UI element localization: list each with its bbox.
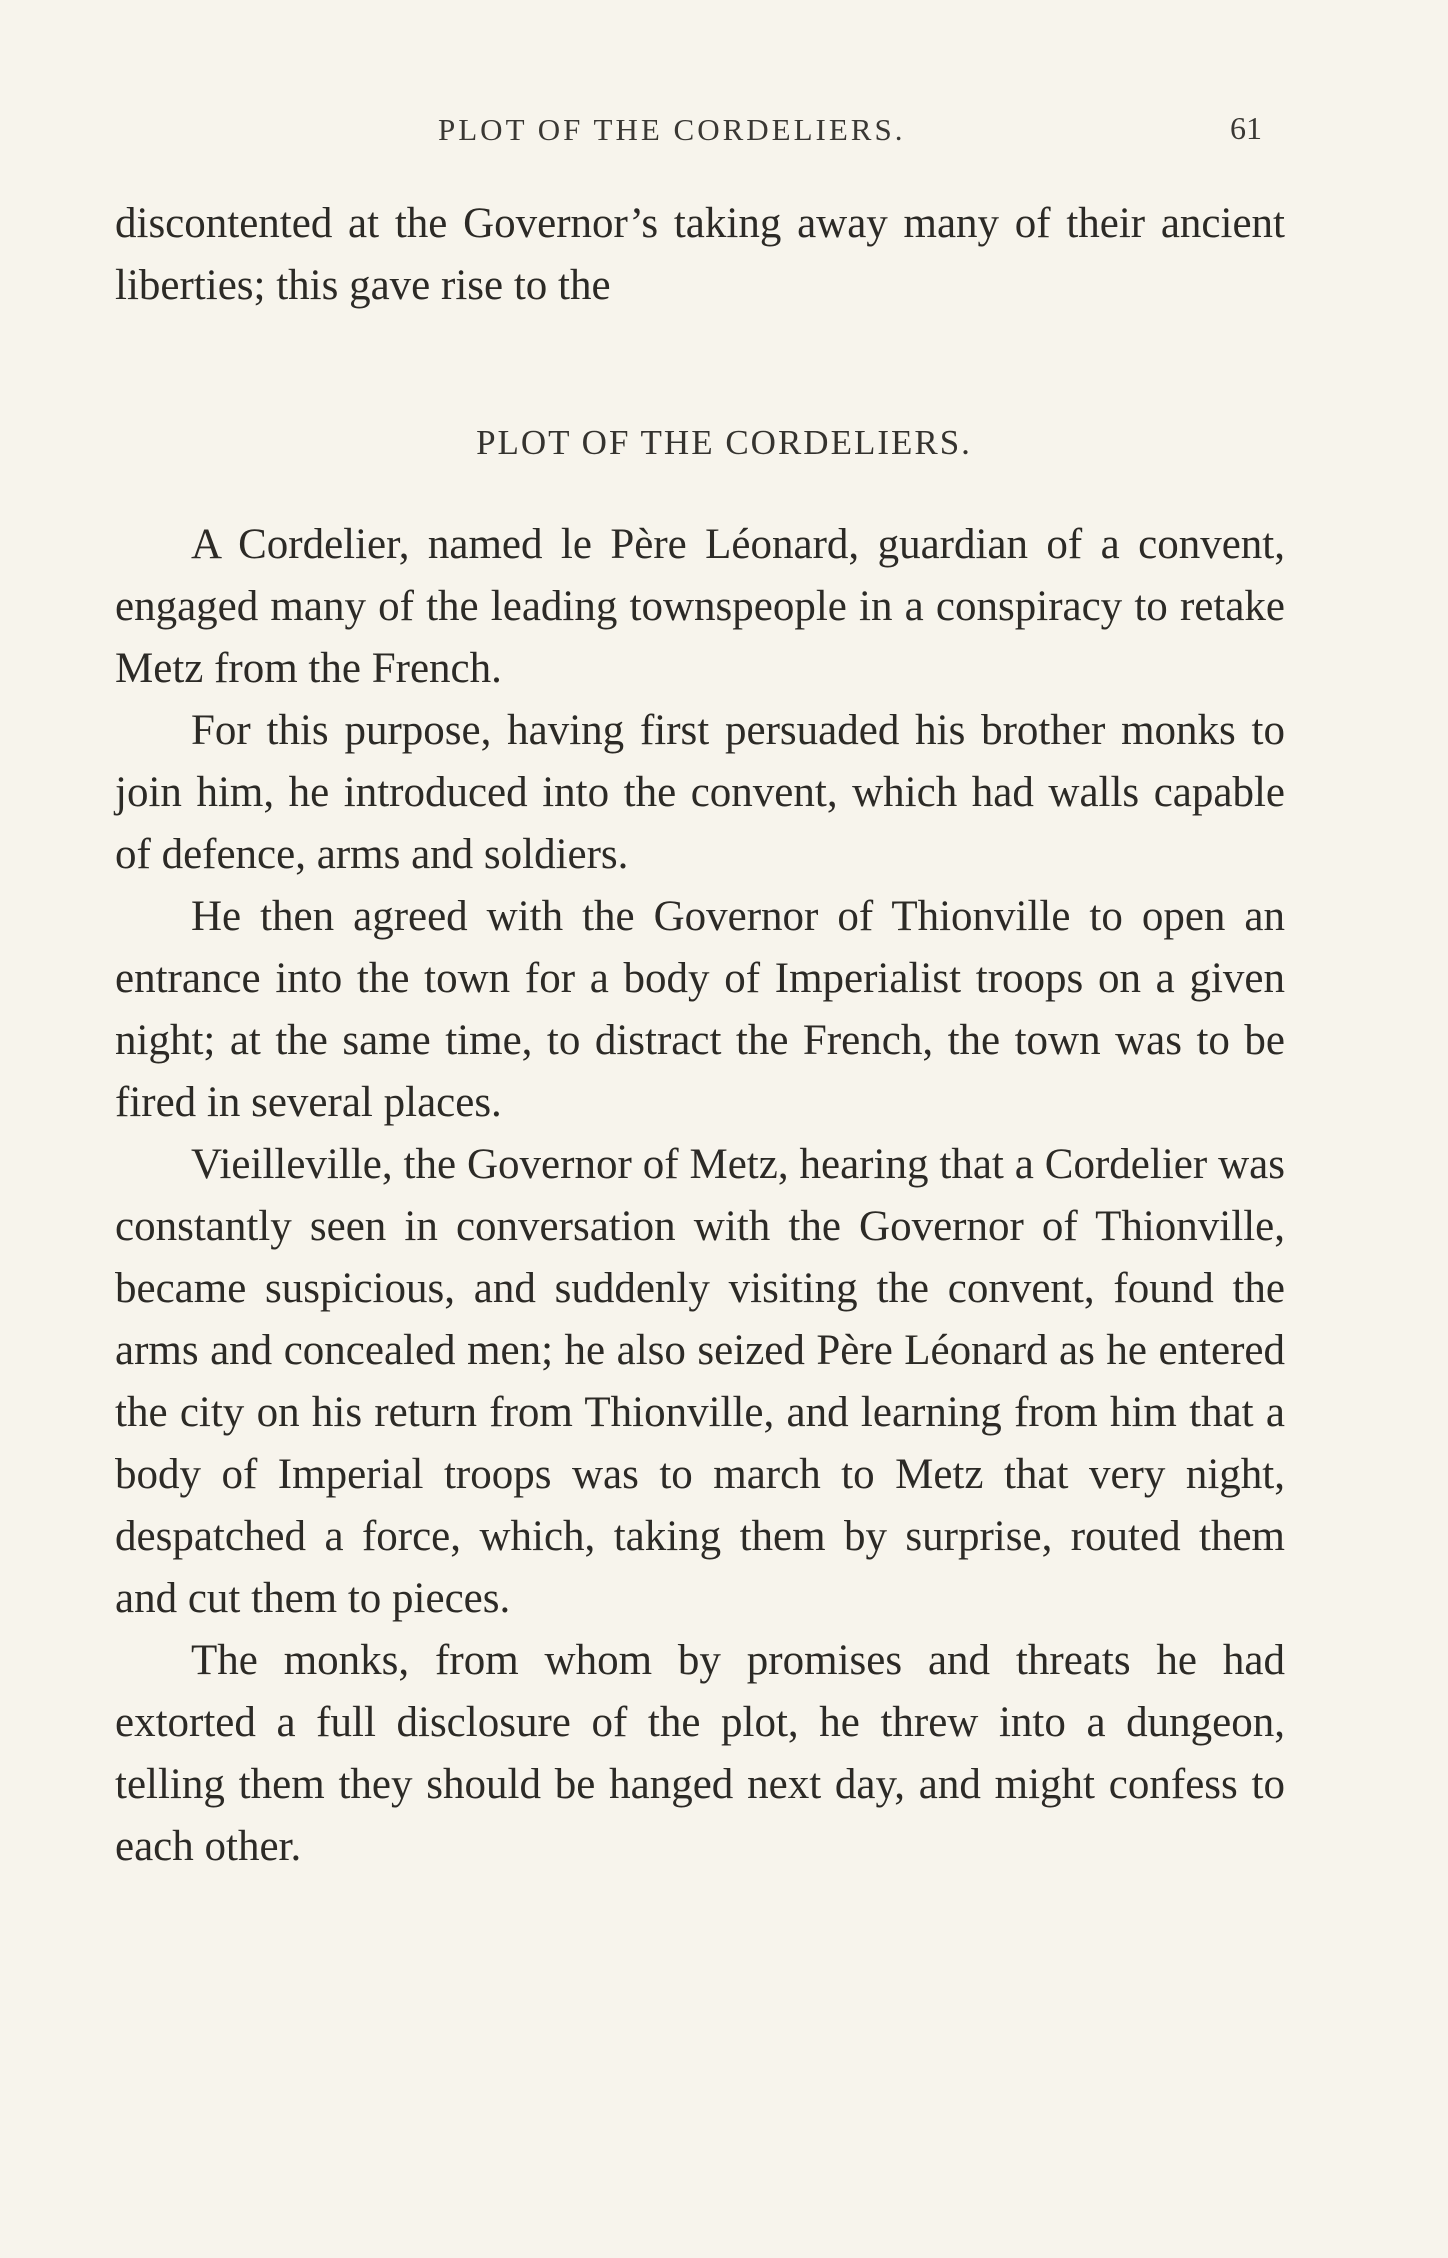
paragraph: A Cordelier, named le Père Léonard, guardian of a convent, engaged many of the leading townspeople in a conspiracy to retake Metz from the French. [115, 521, 1285, 692]
section-heading: PLOT OF THE CORDELIERS. [476, 423, 972, 462]
body-text [115, 514, 1285, 1878]
paragraph: Vieilleville, the Governor of Metz, hearing that a Cordelier was constantly seen in conversation with the Governor of Thionville, became suspicious, and suddenly visiting the convent, found the arms and concealed men; he also seized Père Léonard as he entered the city on his return from Thionville, and learning from him that a body of Imperial troops was to march to Metz that very night, despatched a force, which, taking them by surprise, routed them and cut them to pieces. [115, 1141, 1285, 1622]
intro-text [115, 193, 1285, 317]
intro-paragraph: discontented at the Governor’s taking away many of their ancient liberties; this gave rise to the [115, 200, 1285, 309]
page-number: 61 [1230, 110, 1262, 146]
paragraph: For this purpose, having first persuaded his brother monks to join him, he introduced into the convent, which had walls capable of defence, arms and soldiers. [115, 707, 1285, 878]
paragraph: He then agreed with the Governor of Thionville to open an entrance into the town for a body of Imperialist troops on a given night; at the same time, to distract the French, the town was to be fired in several places. [115, 893, 1285, 1126]
paragraph: The monks, from whom by promises and threats he had extorted a full disclosure of the plot, he threw into a dungeon, telling them they should be hanged next day, and might confess to each other. [115, 1637, 1285, 1870]
running-head: PLOT OF THE CORDELIERS. [438, 112, 906, 147]
